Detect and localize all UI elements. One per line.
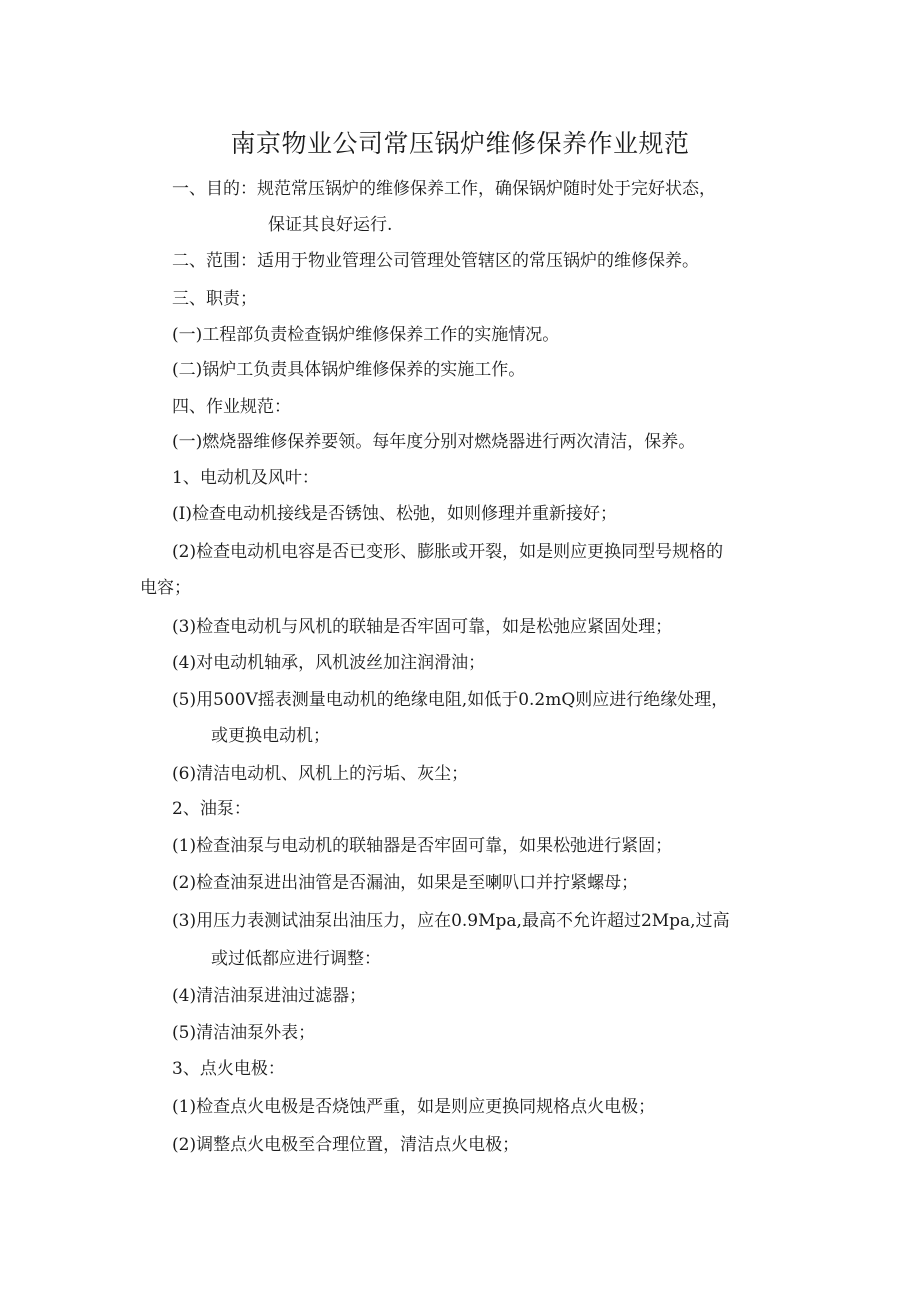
burner-maintenance: (一)燃烧器维修保养要领。每年度分别对燃烧器进行两次清洁，保养。 xyxy=(172,432,696,452)
motor-item-2: (2)检查电动机电容是否已变形、膨胀或开裂，如是则应更换同型号规格的 xyxy=(172,542,724,562)
section-operation: 四、作业规范： xyxy=(172,397,291,417)
section-purpose-cont: 保证其良好运行. xyxy=(268,215,393,235)
section-duties: 三、职责； xyxy=(172,289,257,309)
subsection-ignition-electrode: 3、点火电极： xyxy=(172,1059,285,1079)
electrode-item-2: (2)调整点火电极至合理位置，清洁点火电极； xyxy=(172,1135,520,1155)
document-title: 南京物业公司常压锅炉维修保养作业规范 xyxy=(230,129,690,158)
pump-item-2: (2)检查油泵进出油管是否漏油，如果是至喇叭口并拧紧螺母； xyxy=(172,873,639,893)
pump-item-4: (4)清洁油泵进油过滤器； xyxy=(172,986,367,1006)
electrode-item-1: (1)检查点火电极是否烧蚀严重，如是则应更换同规格点火电极； xyxy=(172,1097,656,1117)
motor-item-2-cont: 电容； xyxy=(140,578,191,598)
motor-item-5: (5)用500V摇表测量电动机的绝缘电阻,如低于0.2mQ则应进行绝缘处理， xyxy=(172,690,729,710)
pump-item-5: (5)清洁油泵外表； xyxy=(172,1023,316,1043)
pump-item-3-cont: 或过低都应进行调整： xyxy=(211,949,381,969)
duty-1: (一)工程部负责检查锅炉维修保养工作的实施情况。 xyxy=(172,325,560,345)
motor-item-4: (4)对电动机轴承，风机波丝加注润滑油； xyxy=(172,653,486,673)
motor-item-5-cont: 或更换电动机； xyxy=(211,726,330,746)
subsection-oil-pump: 2、油泵： xyxy=(172,799,251,819)
duty-2: (二)锅炉工负责具体锅炉维修保养的实施工作。 xyxy=(172,360,526,380)
motor-item-1: (I)检查电动机接线是否锈蚀、松弛，如则修理并重新接好； xyxy=(172,504,617,524)
section-scope: 二、范围：适用于物业管理公司管理处管辖区的常压锅炉的维修保养。 xyxy=(172,251,699,271)
pump-item-3: (3)用压力表测试油泵出油压力，应在0.9Mpa,最高不允许超过2Mpa,过高 xyxy=(172,911,730,931)
motor-item-3: (3)检查电动机与风机的联轴是否牢固可靠，如是松弛应紧固处理； xyxy=(172,617,673,637)
section-purpose: 一、目的：规范常压锅炉的维修保养工作，确保锅炉随时处于完好状态， xyxy=(172,179,716,199)
pump-item-1: (1)检查油泵与电动机的联轴器是否牢固可靠，如果松弛进行紧固； xyxy=(172,836,673,856)
subsection-motor-fan: 1、电动机及风叶： xyxy=(172,468,319,488)
motor-item-6: (6)清洁电动机、风机上的污垢、灰尘； xyxy=(172,764,469,784)
